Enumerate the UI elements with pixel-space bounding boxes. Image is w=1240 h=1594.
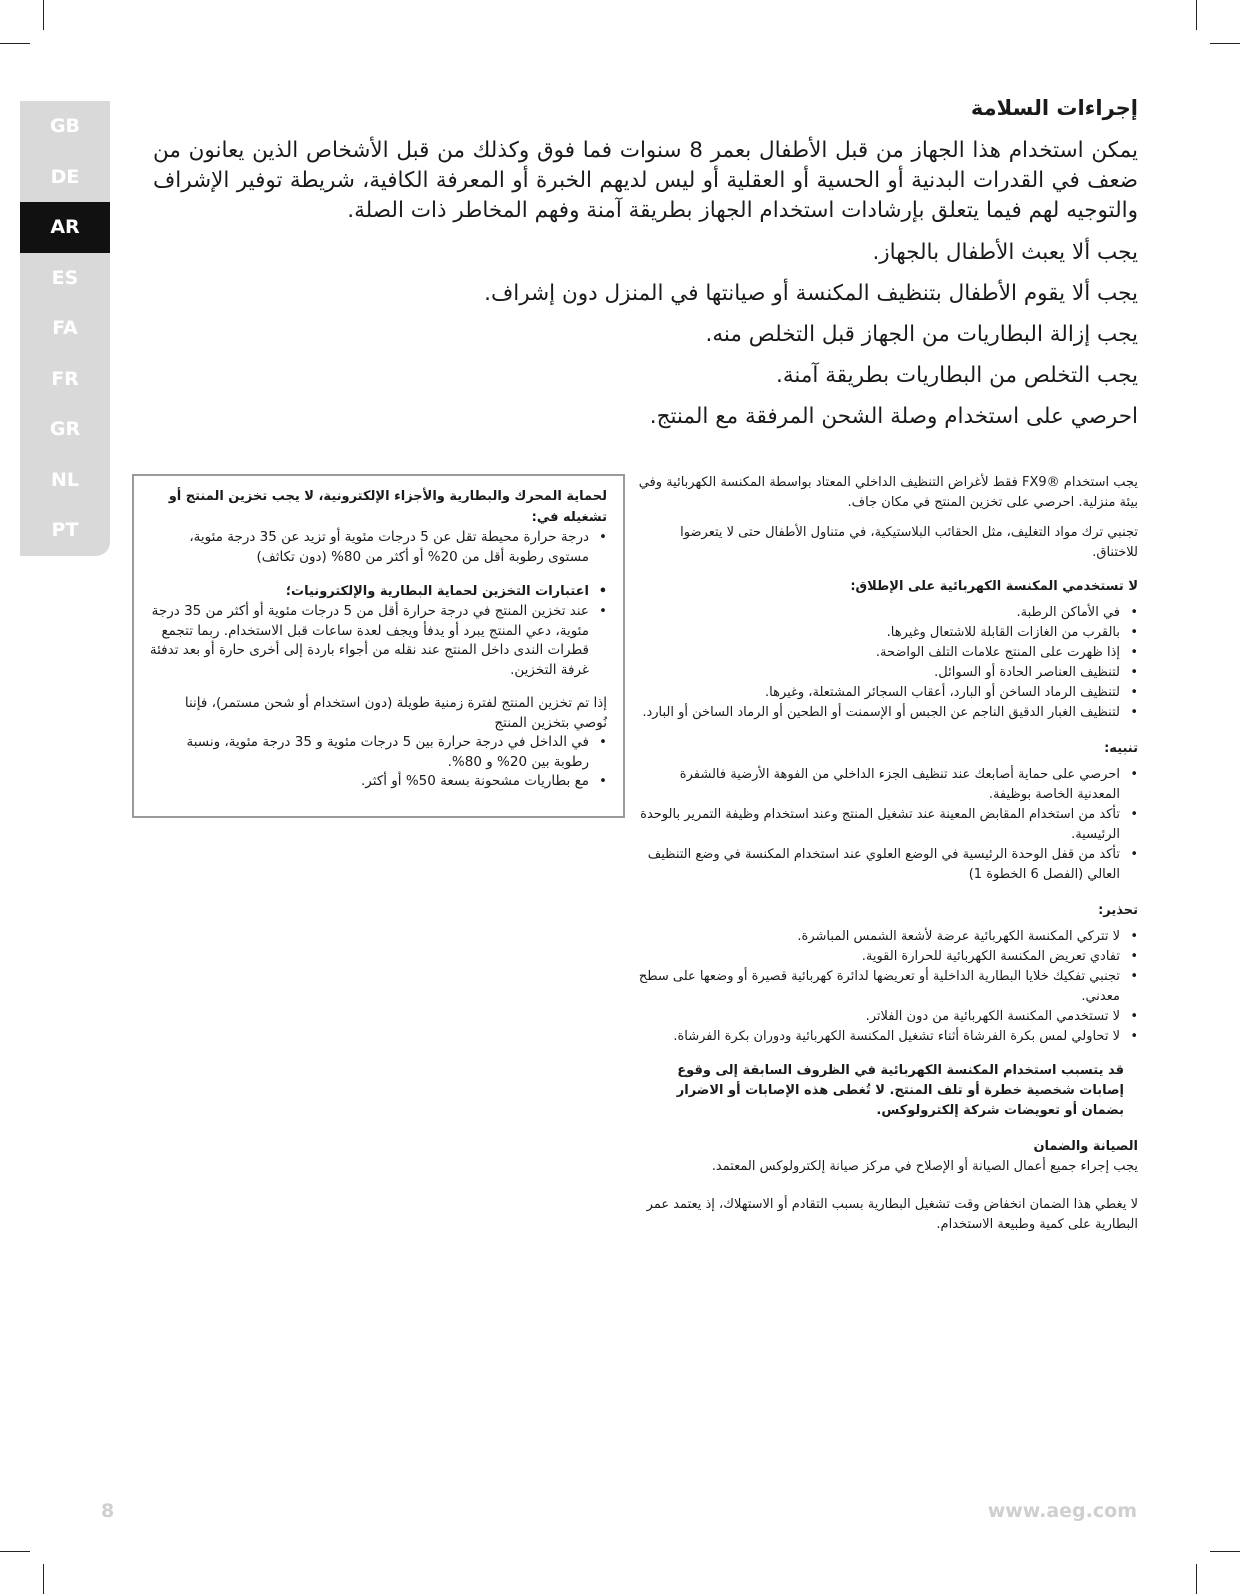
protection-list [148,528,607,567]
long-term-storage-text: إذا تم تخزين المنتج لفترة زمنية طويلة (دون استخدام أو شحن مستمر)، فإننا نُوصي بتخزين المنتج [184,695,607,731]
list-item: • درجة حرارة محيطة تقل عن 5 درجات مئوية أو تزيد عن 35 درجة مئوية، مستوى رطوبة أقل من 20% أو أكثر من 80% (دون تكاثف) [148,528,589,567]
crop-mark [0,43,30,44]
list-item: • تأكد من استخدام المقابض المعينة عند تشغيل المنتج وعند استخدام وظيفة التمرير بالوحدة الرئيسية. [638,805,1120,845]
crop-mark [1196,1564,1197,1594]
page-title: إجراءات السلامة [970,96,1138,120]
caution-list [638,765,1138,885]
list-item: • مع بطاريات مشحونة بسعة 50% أو أكثر. [148,772,589,792]
never-use-heading: لا تستخدمي المكنسة الكهربائية على الإطلاق: [850,579,1138,594]
safety-rule: يجب التخلص من البطاريات بطريقة آمنة. [776,363,1138,388]
right-column [638,473,1138,1245]
lang-tab-gr[interactable]: GR [49,418,81,440]
safety-rule: يجب ألا يقوم الأطفال بتنظيف المكنسة أو صيانتها في المنزل دون إشراف. [484,281,1138,306]
warning-heading: تحذير: [1098,903,1138,918]
lang-tab-nl[interactable]: NL [50,468,79,491]
safety-rule: يجب ألا يعبث الأطفال بالجهاز. [872,240,1138,265]
service-text: يجب إجراء جميع أعمال الصيانة أو الإصلاح في مركز صيانة إلكترولوكس المعتمد. [711,1159,1138,1174]
crop-mark [0,1551,30,1552]
crop-mark [1210,43,1240,44]
lang-tab-pt[interactable]: PT [51,519,79,541]
language-tabs [20,101,110,556]
usage-paragraph: يجب استخدام ®FX9 فقط لأغراض التنظيف الداخلي المعتاد بواسطة المكنسة الكهربائية وفي بيئة منزلية. احرصي على تخزين المنتج في مكان جاف. [638,475,1138,510]
safety-rules [153,238,1138,443]
lang-tab-fr[interactable]: FR [51,367,79,390]
crop-mark [43,1564,44,1594]
service-heading: الصيانة والضمان [1033,1139,1138,1154]
crop-mark [1196,0,1197,30]
list-item: • تفادي تعريض المكنسة الكهربائية للحرارة القوية. [638,947,1120,967]
crop-mark [1210,1551,1240,1552]
list-item: • لتنظيف العناصر الحادة أو السوائل. [638,663,1120,683]
list-item: • تجنبي تفكيك خلايا البطارية الداخلية أو تعريضها لدائرة كهربائية قصيرة أو وضعها على سطح معدني. [638,967,1120,1007]
safety-rule: احرصي على استخدام وصلة الشحن المرفقة مع المنتج. [649,404,1138,429]
list-item: • في الداخل في درجة حرارة بين 5 درجات مئوية و 35 درجة مئوية، ونسبة رطوبة بين 20% و 80%. [148,733,589,772]
list-item: • تأكد من قفل الوحدة الرئيسية في الوضع العلوي عند استخدام المكنسة في وضع التنظيف العالي (الفصل 6 الخطوة 1) [638,845,1120,885]
protection-heading: لحماية المحرك والبطارية والأجزاء الإلكترونية، لا يجب تخزين المنتج أو تشغيله في: [168,489,607,525]
list-item: • لا تستخدمي المكنسة الكهربائية من دون الفلاتر. [638,1007,1120,1027]
lang-tab-de[interactable]: DE [50,165,80,188]
lang-tab-es[interactable]: ES [51,266,79,289]
list-item: • لا تحاولي لمس بكرة الفرشاة أثناء تشغيل المكنسة الكهربائية ودوران بكرة الفرشاة. [638,1027,1120,1047]
intro-paragraph: يمكن استخدام هذا الجهاز من قبل الأطفال بعمر 8 سنوات فما فوق وكذلك من قبل الأشخاص الذين يعانون من ضعف في القدرات البدنية أو الحسية أو العقلية أو ليس لديهم الخبرة أو المعرفة الكافية، شريطة توفير الإشراف والتوجيه لهم فيما يتعلق بإرشادات استخدام الجهاز بطريقة آمنة وفهم المخاطر ذات الصلة. [153,138,1138,223]
warning-list [638,927,1138,1047]
crop-mark [43,0,44,30]
long-term-list [148,733,607,792]
list-item: • بالقرب من الغازات القابلة للاشتعال وغيرها. [638,623,1120,643]
storage-box [132,474,625,818]
page-number: 8 [101,1500,115,1522]
packaging-paragraph: تجنبي ترك مواد التغليف، مثل الحقائب البلاستيكية، في متناول الأطفال حتى لا يتعرضوا للاختناق. [680,525,1138,560]
lang-tab-fa[interactable]: FA [52,317,78,339]
website-link[interactable]: www.aeg.com [987,1500,1137,1522]
list-item: • احرصي على حماية أصابعك عند تنظيف الجزء الداخلي من الفوهة الأرضية فالشفرة المعدنية الخاصة بوظيفة. [638,765,1120,805]
storage-list [148,602,607,680]
storage-heading: • اعتبارات التخزين لحماية البطارية والإلكترونيات؛ [148,581,589,602]
warranty-text: لا يغطي هذا الضمان انخفاض وقت تشغيل البطارية بسبب التقادم أو الاستهلاك، إذ يعتمد عمر البطارية على كمية وطبيعة الاستخدام. [646,1197,1138,1232]
caution-heading: تنبيه: [1104,741,1138,756]
list-item: • لتنظيف الغبار الدقيق الناجم عن الجبس أو الإسمنت أو الطحين أو الرماد الساخن أو البارد. [638,703,1120,723]
list-item: • عند تخزين المنتج في درجة حرارة أقل من 5 درجات مئوية أو أكثر من 35 درجة مئوية، دعي المنتج يبرد أو يدفأ ويجف لعدة ساعات قبل الاستخدام. ربما تتجمع قطرات الندى داخل المنتج عند نقله من أجواء باردة إلى أخرى حارة أو بعد تدفئة غرفة التخزين. [148,602,589,680]
list-item: • إذا ظهرت على المنتج علامات التلف الواضحة. [638,643,1120,663]
lang-tab-gb[interactable]: GB [49,115,81,137]
safety-rule: يجب إزالة البطاريات من الجهاز قبل التخلص منه. [705,322,1138,347]
never-use-list [638,603,1138,723]
liability-notice: قد يتسبب استخدام المكنسة الكهربائية في الظروف السابقة إلى وقوع إصابات شخصية خطرة أو تلف المنتج. لا تُغطى هذه الإصابات أو الاضرار بضمان أو تعويضات شركة إلكترولوكس. [676,1063,1124,1118]
list-item: • لتنظيف الرماد الساخن أو البارد، أعقاب السجائر المشتعلة، وغيرها. [638,683,1120,703]
list-item: • لا تتركي المكنسة الكهربائية عرضة لأشعة الشمس المباشرة. [638,927,1120,947]
lang-tab-ar[interactable]: AR [20,202,110,253]
list-item: • في الأماكن الرطبة. [638,603,1120,623]
